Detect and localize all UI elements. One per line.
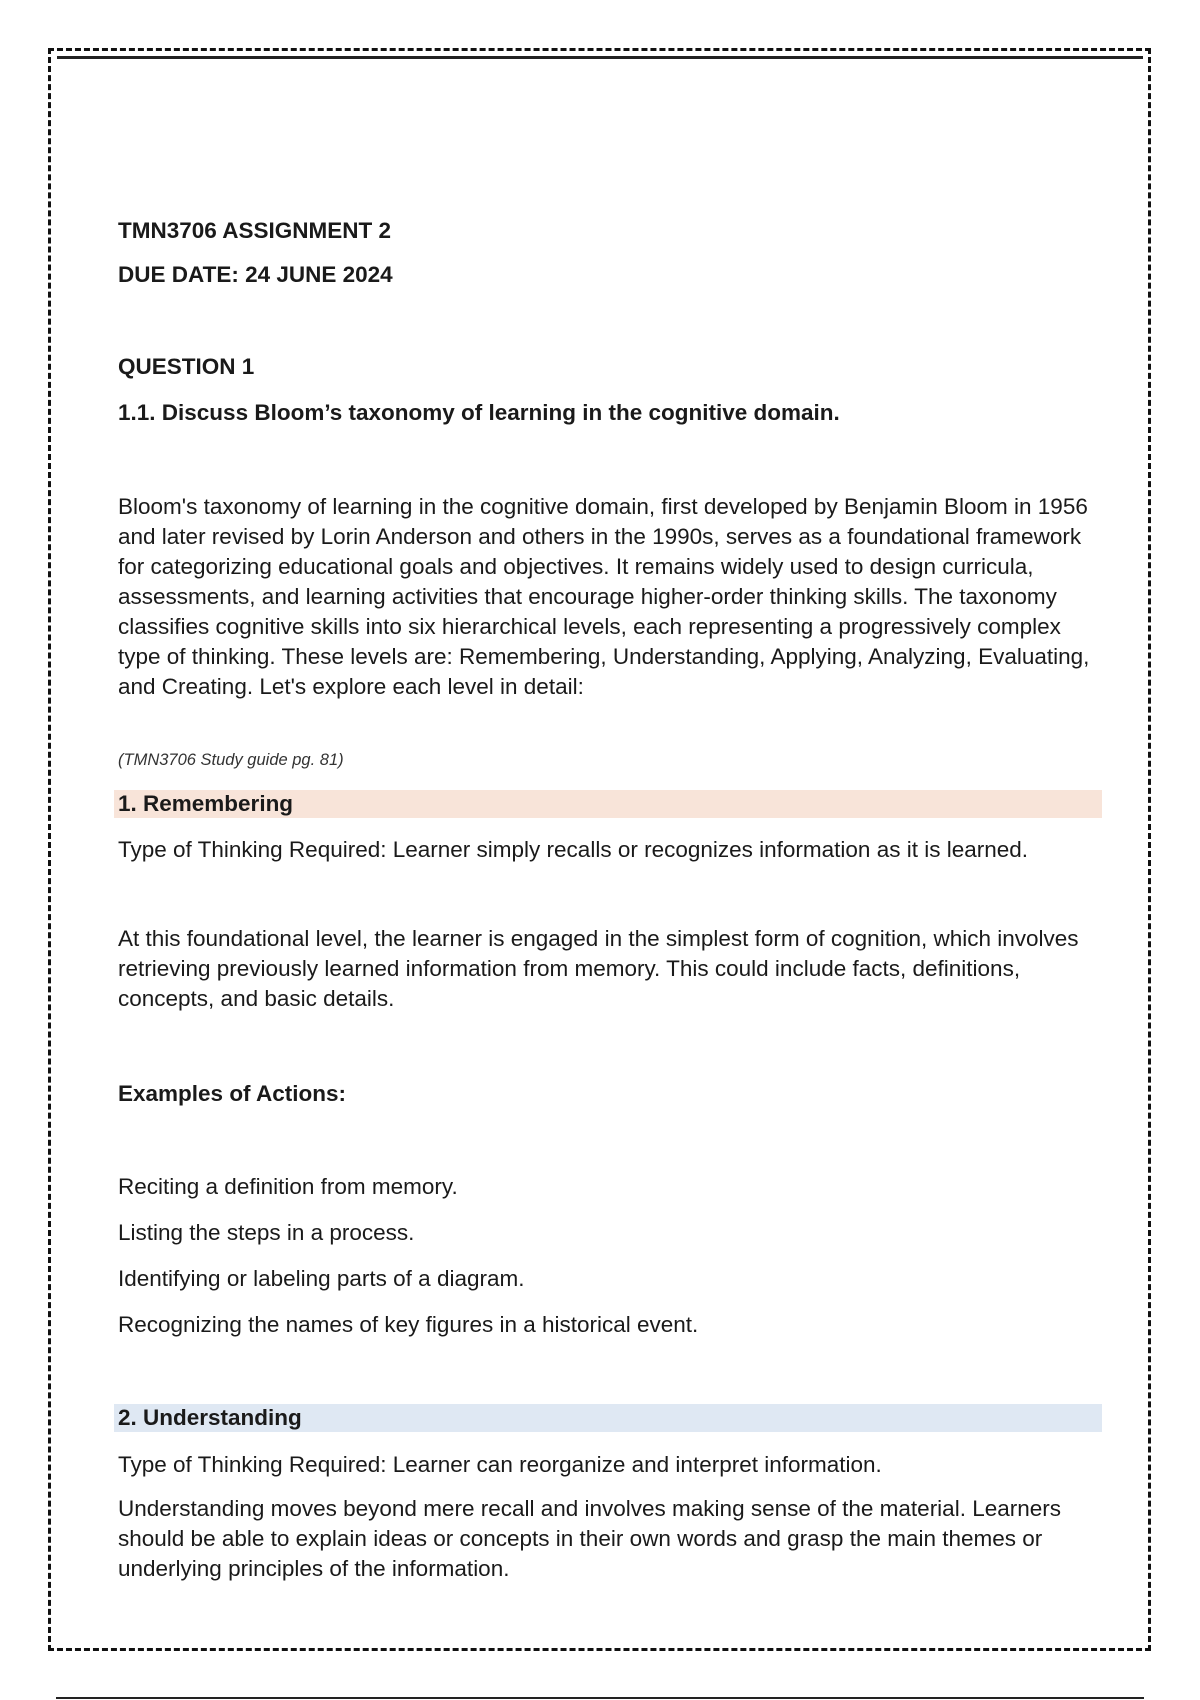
thinking-required-understanding: Type of Thinking Required: Learner can reorganize and interpret information. bbox=[118, 1452, 882, 1477]
level-heading-understanding: 2. Understanding bbox=[114, 1404, 1102, 1432]
sub-question: 1.1. Discuss Bloom’s taxonomy of learning in the cognitive domain. bbox=[118, 400, 840, 425]
header-rule bbox=[57, 56, 1143, 59]
description-understanding: Understanding moves beyond mere recall and involves making sense of the material. Learners should be able to explain ideas or concepts in their own words and grasp the main themes or underlying principles of the information. bbox=[118, 1496, 1062, 1581]
example-item: Recognizing the names of key figures in a historical event. bbox=[118, 1312, 699, 1337]
example-item: Reciting a definition from memory. bbox=[118, 1174, 458, 1199]
example-item: Identifying or labeling parts of a diagram. bbox=[118, 1266, 525, 1291]
question-label: QUESTION 1 bbox=[118, 354, 255, 379]
assignment-title: TMN3706 ASSIGNMENT 2 bbox=[118, 218, 391, 243]
footer-rule bbox=[56, 1697, 1144, 1699]
due-date: DUE DATE: 24 JUNE 2024 bbox=[118, 262, 393, 287]
intro-paragraph: Bloom's taxonomy of learning in the cognitive domain, first developed by Benjamin Bloom in 1956 and later revised by Lorin Anderson and others in the 1990s, serves as a foundational framework for categorizing educational goals and objectives. It remains widely used to design curricula, assessments, and learning activities that encourage higher-order thinking skills. The taxonomy classifies cognitive skills into six hierarchical levels, each representing a progressively complex type of thinking. These levels are: Remembering, Understanding, Applying, Analyzing, Evaluating, and Creating. Let's explore each level in detail: bbox=[118, 494, 1090, 699]
example-item: Listing the steps in a process. bbox=[118, 1220, 415, 1245]
examples-heading: Examples of Actions: bbox=[118, 1081, 346, 1106]
level-heading-remembering: 1. Remembering bbox=[114, 790, 1102, 818]
description-remembering: At this foundational level, the learner is engaged in the simplest form of cognition, which involves retrieving previously learned information from memory. This could include facts, definitions, concepts, and basic details. bbox=[118, 926, 1079, 1011]
thinking-required-remembering: Type of Thinking Required: Learner simply recalls or recognizes information as it is learned. bbox=[118, 837, 1029, 862]
citation: (TMN3706 Study guide pg. 81) bbox=[118, 751, 344, 769]
